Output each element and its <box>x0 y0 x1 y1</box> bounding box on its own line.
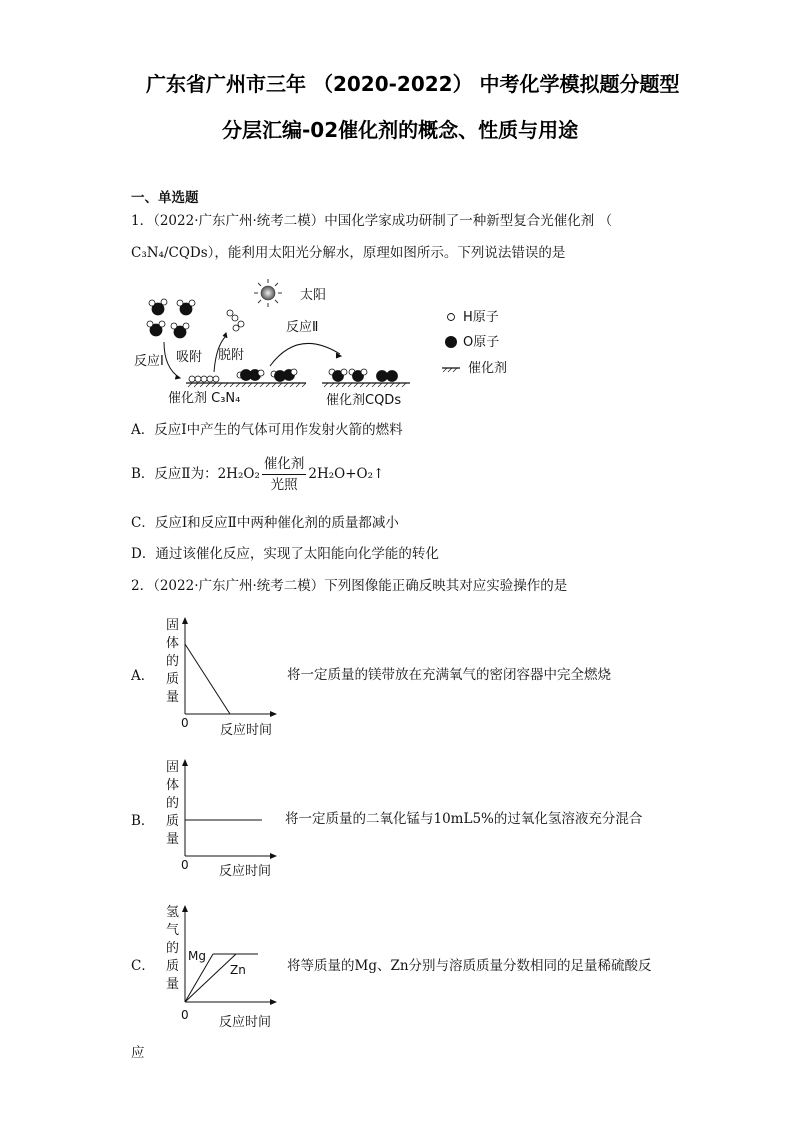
q2-stem: 2．（2022·广东广州·统考二模）下列图像能正确反映其对应实验操作的是 <box>131 578 568 594</box>
svg-text:量: 量 <box>166 977 180 992</box>
legend-catalyst-label: 催化剂 <box>468 361 508 376</box>
q1-reaction-diagram <box>128 276 528 412</box>
catalyst-c3n4-label: 催化剂 C₃N₄ <box>168 391 241 406</box>
graph-a-ylabel-3: 的 <box>166 654 180 669</box>
sun-label: 太阳 <box>300 288 327 303</box>
catalyst-cqds-surface <box>322 369 410 387</box>
graph-b <box>158 756 288 882</box>
catalyst-cqds-label: 催化剂CQDs <box>326 393 402 408</box>
reaction-condition <box>262 454 307 495</box>
graph-a-ylabel-4: 质 <box>166 672 180 687</box>
q1-option-b-prefix: B．反应Ⅱ为：2H₂O₂ <box>131 466 260 482</box>
graph-a-origin: 0 <box>181 716 189 730</box>
graph-b-origin: 0 <box>181 858 189 872</box>
graph-c-zn-label: Zn <box>230 963 246 977</box>
reaction2-label: 反应Ⅱ <box>286 320 319 335</box>
page-title-line1: 广东省广州市三年 （2020-2022） 中考化学模拟题分题型 <box>146 72 680 96</box>
q1-stem-line1: 1．（2022·广东广州·统考二模）中国化学家成功研制了一种新型复合光催化剂 （ <box>131 213 613 229</box>
svg-text:的: 的 <box>166 941 180 956</box>
graph-b-xlabel: 反应时间 <box>219 864 272 879</box>
svg-text:固: 固 <box>166 760 180 775</box>
q1-option-a: A．反应Ⅰ中产生的气体可用作发射火箭的燃料 <box>131 422 403 438</box>
section-heading: 一、单选题 <box>131 190 199 206</box>
graph-a-ylabel-5: 量 <box>166 690 180 705</box>
graph-c-mg-label: Mg <box>188 949 206 963</box>
graph-a-xlabel: 反应时间 <box>220 723 273 738</box>
q2-option-c-desc: 将等质量的Mg、Zn分别与溶质质量分数相同的足量稀硫酸反 <box>287 958 652 974</box>
graph-a-line <box>185 644 230 714</box>
q2-option-a-desc: 将一定质量的镁带放在充满氧气的密闭容器中完全燃烧 <box>287 667 611 683</box>
q1-option-b <box>131 454 384 495</box>
svg-text:气: 气 <box>166 923 180 938</box>
condition-light: 光照 <box>270 477 298 493</box>
graph-a-ylabel-1: 固 <box>166 618 180 633</box>
q2-option-c-desc-cont: 应 <box>131 1045 145 1061</box>
q1-option-b-suffix: 2H₂O+O₂↑ <box>308 466 385 482</box>
svg-text:体: 体 <box>166 778 180 793</box>
catalyst-c3n4-surface <box>186 369 306 387</box>
q2-option-c-letter: C． <box>131 958 155 974</box>
page-title-line2: 分层汇编-02催化剂的概念、性质与用途 <box>222 118 579 142</box>
graph-a <box>158 614 288 740</box>
diagram-legend <box>442 310 507 376</box>
svg-text:的: 的 <box>166 796 180 811</box>
q2-option-b-letter: B． <box>131 813 155 829</box>
graph-a-ylabel-2: 体 <box>166 636 180 651</box>
svg-text:质: 质 <box>166 959 180 974</box>
svg-text:氢: 氢 <box>166 905 180 920</box>
adsorb-label: 吸附 <box>176 350 203 365</box>
q1-option-d: D．通过该催化反应，实现了太阳能向化学能的转化 <box>131 546 439 562</box>
graph-c <box>158 900 288 1032</box>
legend-o-label: O原子 <box>463 335 500 350</box>
condition-catalyst: 催化剂 <box>262 454 307 475</box>
svg-text:质: 质 <box>166 814 180 829</box>
desorb-label: 脱附 <box>218 348 245 363</box>
sun-icon <box>254 279 282 307</box>
svg-text:量: 量 <box>166 832 180 847</box>
water-molecules <box>147 299 195 338</box>
hydrogen-molecules <box>227 310 244 331</box>
q2-option-b-desc: 将一定质量的二氧化锰与10mL5%的过氧化氢溶液充分混合 <box>285 811 643 827</box>
reaction1-label: 反应Ⅰ <box>134 354 164 369</box>
graph-c-xlabel: 反应时间 <box>219 1015 272 1030</box>
q1-option-c: C．反应Ⅰ和反应Ⅱ中两种催化剂的质量都减小 <box>131 515 399 531</box>
graph-c-origin: 0 <box>181 1008 189 1022</box>
legend-h-label: H原子 <box>463 310 499 325</box>
q1-stem-line2: C₃N₄/CQDs），能利用太阳光分解水，原理如图所示。下列说法错误的是 <box>131 245 566 261</box>
q2-option-a-letter: A． <box>131 668 155 684</box>
